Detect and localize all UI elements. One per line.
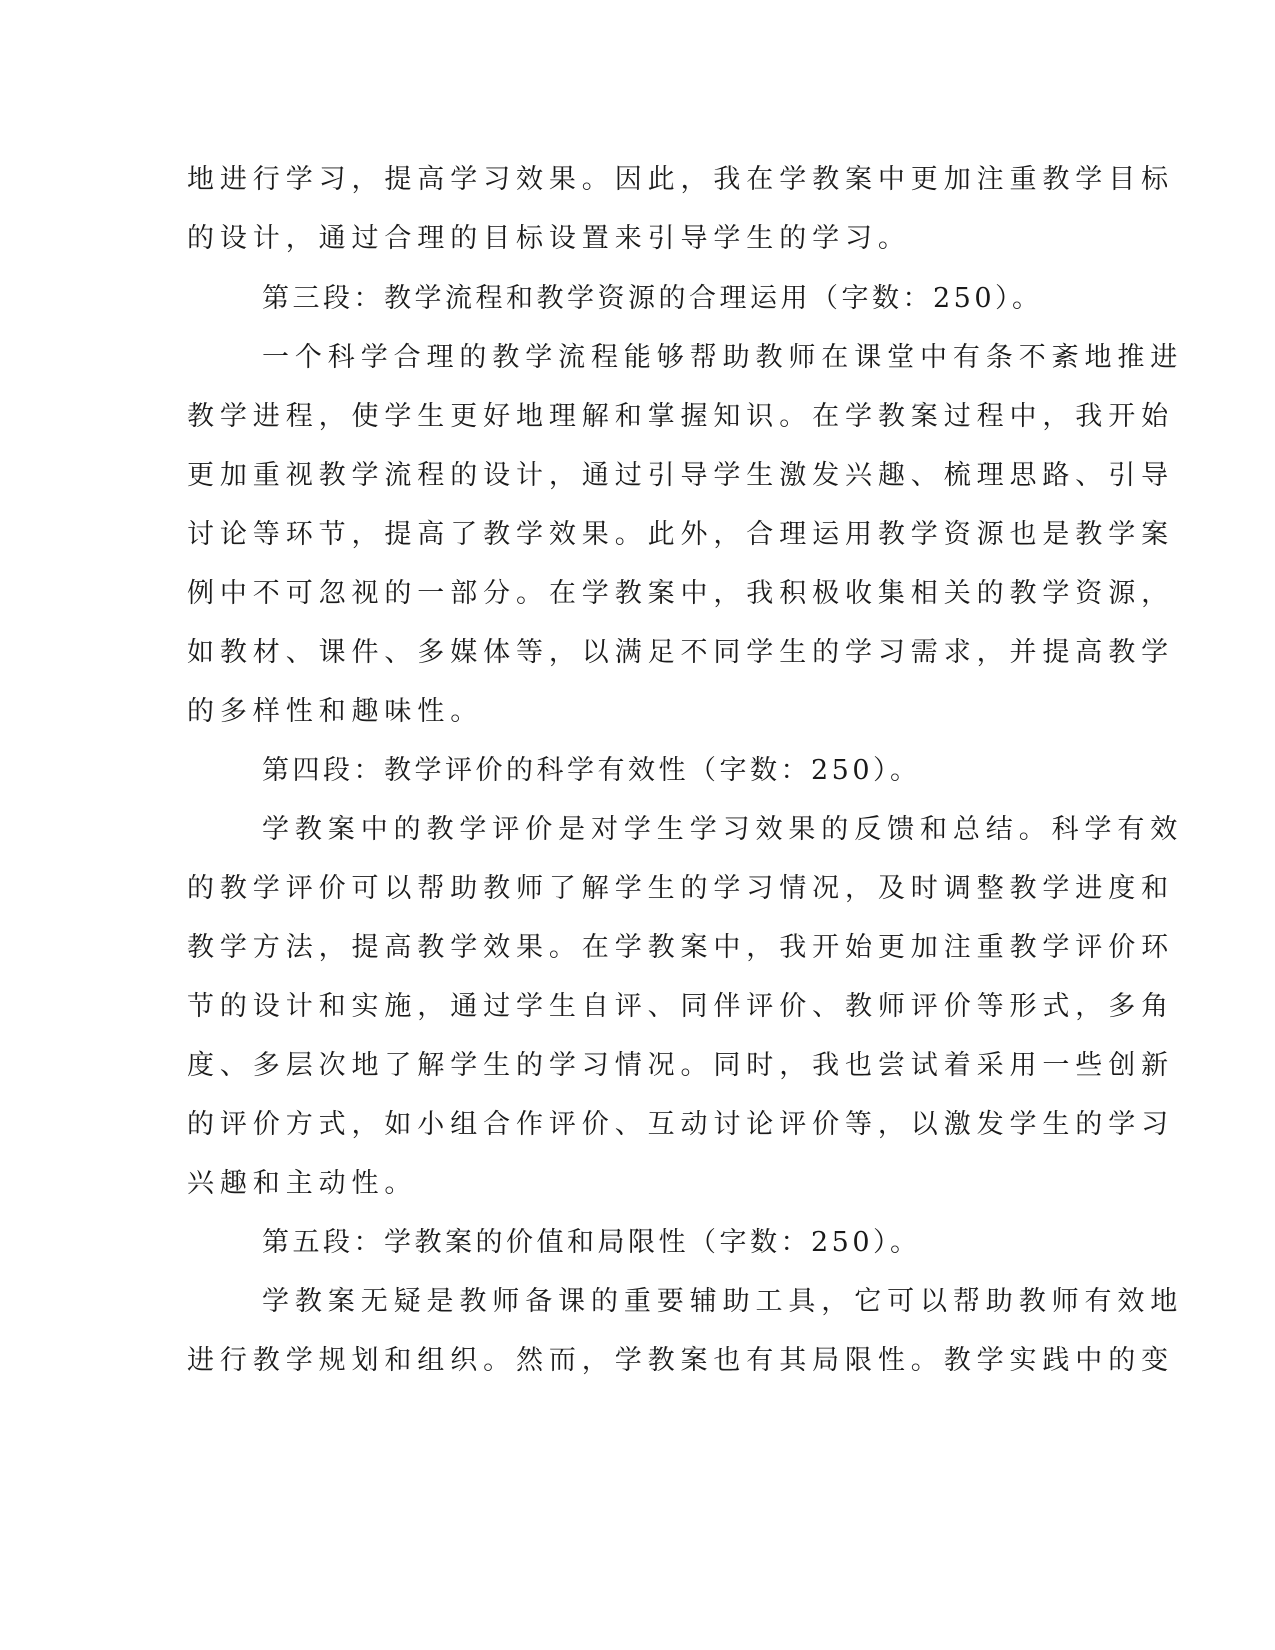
body-text-line: 度、多层次地了解学生的学习情况。同时，我也尝试着采用一些创新 — [187, 1050, 1174, 1081]
body-text-line: 一个科学合理的教学流程能够帮助教师在课堂中有条不紊地推进 — [262, 342, 1184, 373]
body-text-line: 教学进程，使学生更好地理解和掌握知识。在学教案过程中，我开始 — [187, 401, 1174, 432]
body-text-line: 如教材、课件、多媒体等，以满足不同学生的学习需求，并提高教学 — [187, 637, 1174, 668]
body-text-line: 学教案中的教学评价是对学生学习效果的反馈和总结。科学有效 — [262, 814, 1184, 845]
body-text-line: 学教案无疑是教师备课的重要辅助工具，它可以帮助教师有效地 — [262, 1286, 1184, 1317]
body-text-line: 的多样性和趣味性。 — [187, 696, 484, 727]
body-text-line: 的教学评价可以帮助教师了解学生的学习情况，及时调整教学进度和 — [187, 873, 1174, 904]
body-text-line: 进行教学规划和组织。然而，学教案也有其局限性。教学实践中的变 — [187, 1345, 1174, 1376]
body-text-line: 兴趣和主动性。 — [187, 1168, 418, 1199]
section-heading: 第五段：学教案的价值和局限性（字数：250）。 — [262, 1227, 921, 1258]
body-text-line: 的设计，通过合理的目标设置来引导学生的学习。 — [187, 223, 911, 254]
body-text-line: 节的设计和实施，通过学生自评、同伴评价、教师评价等形式，多角 — [187, 991, 1174, 1022]
body-text-line: 的评价方式，如小组合作评价、互动讨论评价等，以激发学生的学习 — [187, 1109, 1174, 1140]
body-text-line: 例中不可忽视的一部分。在学教案中，我积极收集相关的教学资源， — [187, 578, 1174, 609]
body-text-line: 地进行学习，提高学习效果。因此，我在学教案中更加注重教学目标 — [187, 164, 1174, 195]
section-heading: 第四段：教学评价的科学有效性（字数：250）。 — [262, 755, 921, 786]
body-text-line: 教学方法，提高教学效果。在学教案中，我开始更加注重教学评价环 — [187, 932, 1174, 963]
section-heading: 第三段：教学流程和教学资源的合理运用（字数：250）。 — [262, 283, 1043, 314]
body-text-line: 讨论等环节，提高了教学效果。此外，合理运用教学资源也是教学案 — [187, 519, 1174, 550]
body-text-line: 更加重视教学流程的设计，通过引导学生激发兴趣、梳理思路、引导 — [187, 460, 1174, 491]
